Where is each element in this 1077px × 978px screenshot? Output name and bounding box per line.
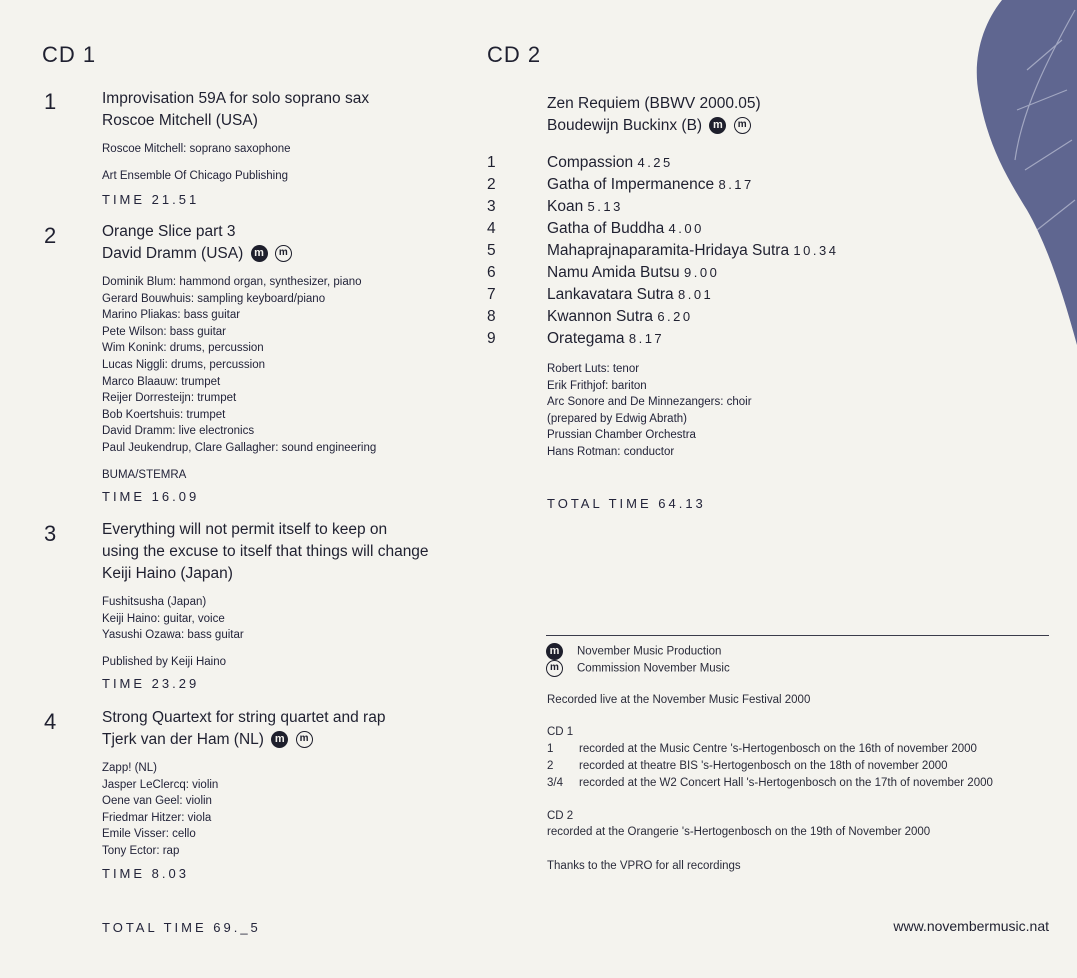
recording-cd1-row bbox=[547, 777, 993, 789]
credit-line: Robert Luts: tenor bbox=[547, 363, 640, 375]
credit-line: Jasper LeClercq: violin bbox=[102, 778, 219, 791]
track-title: Lankavatara Sutra bbox=[547, 286, 674, 303]
credit-line: (prepared by Edwig Abrath) bbox=[547, 412, 687, 425]
track-title: Mahaprajnaparamita-Hridaya Sutra bbox=[547, 242, 790, 259]
commission-badge-icon: m bbox=[296, 731, 313, 748]
track-time: TIME 21.51 bbox=[102, 192, 200, 208]
track-title: Everything will not permit itself to keep on bbox=[102, 521, 388, 538]
track-title: using the excuse to itself that things will change bbox=[102, 543, 429, 560]
credits-list bbox=[102, 274, 376, 457]
credit-line: Bob Koertshuis: trumpet bbox=[102, 408, 226, 421]
composer: Boudewijn Buckinx (B) bbox=[547, 117, 703, 134]
track-composer: Tjerk van der Ham (NL) bbox=[102, 731, 264, 748]
recording-text: recorded at the Music Centre 's-Hertogenbosch on the 16th of november 2000 bbox=[579, 743, 977, 755]
track-entry bbox=[547, 176, 754, 194]
credit-line: David Dramm: live electronics bbox=[102, 425, 255, 438]
track-title: Koan bbox=[547, 198, 584, 215]
credit-line: Marco Blaauw: trumpet bbox=[102, 375, 221, 388]
track-number: 1 bbox=[487, 154, 496, 171]
credit-line: Zapp! (NL) bbox=[102, 762, 157, 774]
cd1-total-time: TOTAL TIME 69._5 bbox=[102, 920, 261, 935]
commission-badge-icon: m bbox=[546, 660, 563, 677]
recording-cd1-label: CD 1 bbox=[547, 726, 574, 738]
credit-line: Emile Visser: cello bbox=[102, 828, 196, 841]
track-number: 6 bbox=[487, 264, 496, 281]
track-duration: 8.17 bbox=[718, 177, 754, 192]
cd1-track-4 bbox=[102, 707, 385, 881]
track-title: Strong Quartext for string quartet and rap bbox=[102, 709, 386, 726]
publisher: BUMA/STEMRA bbox=[102, 468, 187, 481]
credit-line: Paul Jeukendrup, Clare Gallagher: sound engineering bbox=[102, 441, 377, 454]
credit-line: Reijer Dorresteijn: trumpet bbox=[102, 392, 237, 405]
track-number: 5 bbox=[487, 242, 496, 259]
cd2-heading: CD 2 bbox=[487, 42, 542, 67]
track-composer: Keiji Haino (Japan) bbox=[102, 565, 233, 582]
cd1-track-3 bbox=[102, 519, 429, 691]
website-url: www.novembermusic.nat bbox=[893, 918, 1049, 934]
commission-badge-icon: m bbox=[275, 245, 292, 262]
recording-track-num: 1 bbox=[547, 743, 554, 755]
track-duration: 9.00 bbox=[684, 265, 720, 280]
thanks-note: Thanks to the VPRO for all recordings bbox=[547, 860, 741, 872]
track-time: TIME 23.29 bbox=[102, 676, 200, 692]
track-duration: 10.34 bbox=[793, 243, 839, 258]
track-entry bbox=[547, 308, 693, 326]
production-badge-icon: m bbox=[251, 245, 268, 262]
recording-text: recorded at the W2 Concert Hall 's-Hertogenbosch on the 17th of november 2000 bbox=[579, 777, 993, 789]
cd1-track-3-number: 3 bbox=[44, 521, 57, 546]
production-badge-icon: m bbox=[271, 731, 288, 748]
production-badge-icon: m bbox=[546, 643, 563, 660]
credit-line: Pete Wilson: bass guitar bbox=[102, 325, 227, 338]
track-entry bbox=[547, 330, 664, 348]
credit-line: Erik Frithjof: bariton bbox=[547, 379, 647, 392]
cd2-work bbox=[547, 93, 761, 137]
track-time: TIME 8.03 bbox=[102, 865, 189, 881]
recording-cd1-row bbox=[547, 760, 948, 772]
track-title: Kwannon Sutra bbox=[547, 308, 653, 325]
recording-track-num: 2 bbox=[547, 760, 554, 772]
track-duration: 5.13 bbox=[587, 199, 623, 214]
credit-line: Friedmar Hitzer: viola bbox=[102, 811, 212, 824]
legend-commission-label: Commission November Music bbox=[577, 662, 730, 675]
credit-line: Arc Sonore and De Minnezangers: choir bbox=[547, 396, 752, 409]
credit-line: Roscoe Mitchell: soprano saxophone bbox=[102, 143, 291, 155]
credit-line: Lucas Niggli: drums, percussion bbox=[102, 358, 265, 371]
work-title: Zen Requiem (BBWV 2000.05) bbox=[547, 95, 761, 112]
recording-cd2-label: CD 2 bbox=[547, 810, 574, 822]
commission-badge-icon: m bbox=[734, 117, 751, 134]
cd1-track-4-number: 4 bbox=[44, 709, 57, 734]
cd1-track-2-number: 2 bbox=[44, 223, 57, 248]
credit-line: Yasushi Ozawa: bass guitar bbox=[102, 629, 244, 642]
credit-line: Keiji Haino: guitar, voice bbox=[102, 612, 225, 625]
cd2-total-time: TOTAL TIME 64.13 bbox=[547, 496, 706, 511]
track-entry bbox=[547, 198, 623, 216]
credit-line: Oene van Geel: violin bbox=[102, 795, 212, 808]
track-duration: 4.25 bbox=[637, 155, 673, 170]
credit-line: Wim Konink: drums, percussion bbox=[102, 342, 264, 355]
credit-line: Marino Pliakas: bass guitar bbox=[102, 309, 241, 322]
leaf-illustration bbox=[967, 0, 1077, 350]
cd1-track-2 bbox=[102, 221, 376, 504]
cd1-heading: CD 1 bbox=[42, 42, 97, 67]
track-number: 2 bbox=[487, 176, 496, 193]
track-title: Orategama bbox=[547, 330, 625, 347]
legend-commission bbox=[546, 660, 730, 677]
publisher: Art Ensemble Of Chicago Publishing bbox=[102, 169, 289, 182]
track-number: 3 bbox=[487, 198, 496, 215]
track-duration: 8.01 bbox=[677, 287, 714, 302]
recording-track-num: 3/4 bbox=[547, 777, 563, 789]
track-entry bbox=[547, 286, 713, 304]
track-title: Gatha of Buddha bbox=[547, 220, 665, 237]
credit-line: Tony Ector: rap bbox=[102, 844, 180, 857]
cd1-track-1 bbox=[102, 88, 369, 207]
track-time: TIME 16.09 bbox=[102, 489, 200, 505]
credit-line: Gerard Bouwhuis: sampling keyboard/piano bbox=[102, 292, 326, 305]
credits-list bbox=[102, 594, 429, 644]
recording-cd2-text: recorded at the Orangerie 's-Hertogenbosch on the 19th of November 2000 bbox=[547, 826, 931, 838]
track-entry bbox=[547, 242, 838, 260]
track-title: Gatha of Impermanence bbox=[547, 176, 715, 193]
recording-intro: Recorded live at the November Music Festival 2000 bbox=[547, 694, 811, 706]
credits-list bbox=[102, 760, 385, 860]
track-duration: 4.00 bbox=[668, 221, 704, 236]
track-duration: 8.17 bbox=[628, 331, 665, 346]
track-title: Compassion bbox=[547, 154, 634, 171]
track-entry bbox=[547, 220, 704, 238]
track-number: 8 bbox=[487, 308, 496, 325]
track-composer-row bbox=[102, 243, 376, 265]
track-entry bbox=[547, 264, 719, 282]
track-title: Orange Slice part 3 bbox=[102, 223, 236, 240]
track-entry bbox=[547, 154, 673, 172]
legend-production-label: November Music Production bbox=[577, 645, 722, 658]
track-duration: 6.20 bbox=[657, 309, 693, 324]
cd1-track-1-number: 1 bbox=[44, 89, 57, 114]
credit-line: Dominik Blum: hammond organ, synthesizer, piano bbox=[102, 276, 362, 288]
composer-row bbox=[547, 115, 761, 137]
credit-line: Prussian Chamber Orchestra bbox=[547, 429, 696, 442]
track-title: Namu Amida Butsu bbox=[547, 264, 680, 281]
divider bbox=[546, 635, 1049, 636]
track-composer: David Dramm (USA) bbox=[102, 245, 244, 262]
recording-cd1-row bbox=[547, 743, 977, 755]
credit-line: Fushitsusha (Japan) bbox=[102, 596, 207, 608]
track-title: Improvisation 59A for solo soprano sax bbox=[102, 90, 370, 107]
cd2-credits bbox=[547, 361, 752, 461]
recording-text: recorded at theatre BIS 's-Hertogenbosch on the 18th of november 2000 bbox=[579, 760, 948, 772]
credit-line: Hans Rotman: conductor bbox=[547, 445, 675, 458]
legend-production bbox=[546, 643, 721, 660]
publisher: Published by Keiji Haino bbox=[102, 655, 227, 668]
track-number: 9 bbox=[487, 330, 496, 347]
production-badge-icon: m bbox=[709, 117, 726, 134]
track-number: 4 bbox=[487, 220, 496, 237]
track-composer-row bbox=[102, 729, 385, 751]
track-number: 7 bbox=[487, 286, 496, 303]
track-composer: Roscoe Mitchell (USA) bbox=[102, 112, 258, 129]
